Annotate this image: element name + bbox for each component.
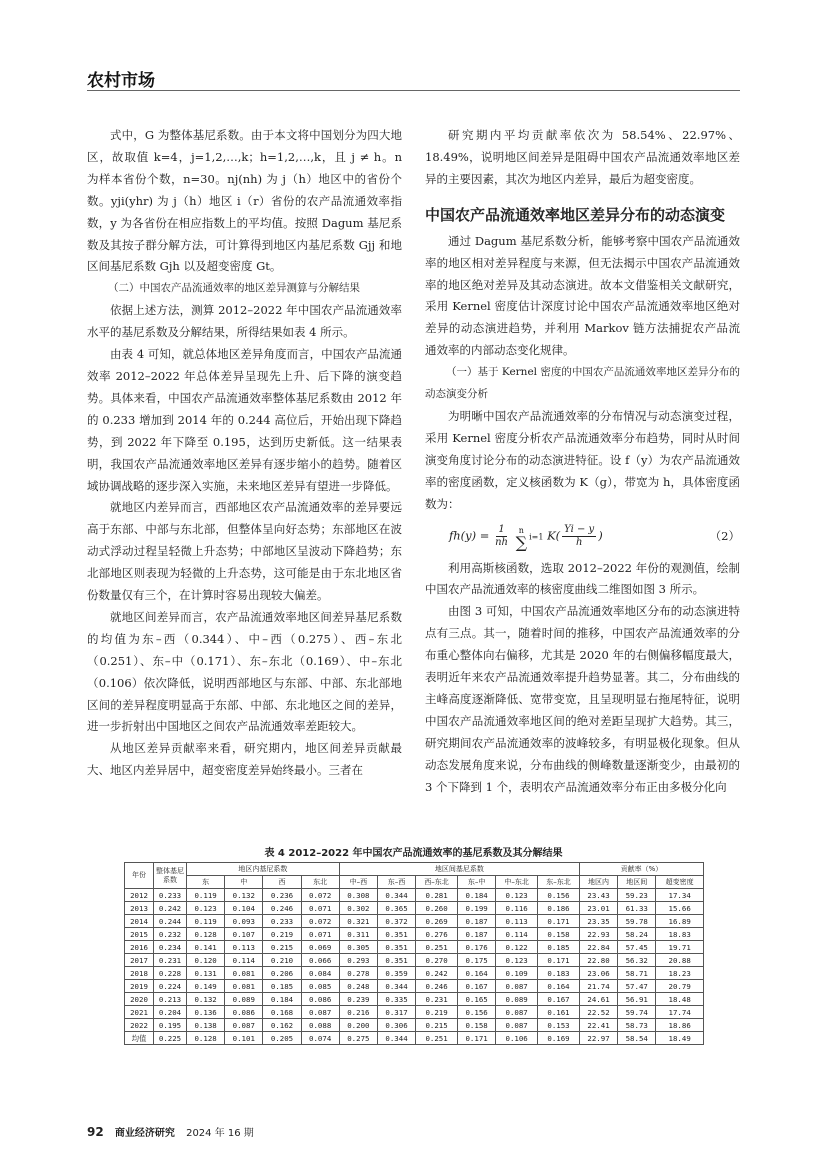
table-cell: 0.087 [496,1019,538,1032]
table-cell: 18.23 [656,967,704,980]
table-cell: 22.97 [579,1032,617,1045]
table-row [125,993,704,1006]
table-cell: 0.072 [301,889,339,902]
table-cell: 0.132 [225,889,263,902]
table-cell: 0.149 [187,980,225,993]
table-cell: 0.120 [187,954,225,967]
header-rule [87,90,740,91]
table-cell: 0.244 [154,915,187,928]
table-cell: 18.49 [656,1032,704,1045]
table-cell: 58.73 [618,1019,656,1032]
table-cell: 0.131 [187,967,225,980]
table-cell: 0.311 [339,928,377,941]
col-subheader: 东–东北 [538,876,580,889]
table-cell: 0.106 [496,1032,538,1045]
table-cell: 0.246 [416,980,458,993]
table-cell: 0.113 [225,941,263,954]
table-cell: 0.138 [187,1019,225,1032]
table-cell: 0.184 [263,993,301,1006]
page-number: 92 [87,1125,104,1139]
table-cell: 0.141 [187,941,225,954]
table-cell: 0.086 [301,993,339,1006]
table-cell: 0.087 [496,980,538,993]
table-cell: 0.128 [187,928,225,941]
subsection-heading: （一）基于 Kernel 密度的中国农产品流通效率地区差异分布的动态演变分析 [425,366,740,401]
table-cell: 2012 [125,889,154,902]
table-cell: 0.169 [538,1032,580,1045]
table-cell: 0.184 [458,889,496,902]
col-subheader: 中 [225,876,263,889]
table-cell: 23.35 [579,915,617,928]
table-cell: 0.344 [377,980,415,993]
col-subheader: 中–东北 [496,876,538,889]
table-cell: 0.185 [263,980,301,993]
paragraph: 由表 4 可知，就总体地区差异角度而言，中国农产品流通效率 2012–2022 年总体差异呈现先上升、后下降的演变趋势。具体来看，中国农产品流通效率整体基尼系数由 2012 年的 0.233 增加到 2014 年的 0.244 高位后，开始出现下降趋势，到 2022 年下降至 0.195，达到历史新低。这一结果表明，我国农产品流通效率地区差异有逐步缩小的趋势。随着区域协调战略的逐步深入实施，未来地区差异有望进一步降低。 [87,347,402,493]
page-footer [87,1124,254,1139]
paragraph: 式中，G 为整体基尼系数。由于本文将中国划分为四大地区，故取值 k=4，j=1,2,…,k；h=1,2,…,k，且 j ≠ h。n 为样本省份个数，n=30。nj(nh) 为 j（h）地区中的省份个数。yji(yhr) 为 j（h）地区 i（r）省份的农产品流通效率指数，y 为各省份在相应指数上的平均值。按照 Dagum 基尼系数及其按子群分解方法，可计算得到地区内基尼系数 Gjj 和地区间基尼系数 Gjh 以及超变密度 Gt。 [87,128,402,274]
table-cell: 0.270 [416,954,458,967]
paragraph: 利用高斯核函数，选取 2012–2022 年份的观测值，绘制中国农产品流通效率的核密度曲线二维图如图 3 所示。 [425,560,740,597]
table-cell: 0.224 [154,980,187,993]
table-cell: 0.071 [301,928,339,941]
table-cell: 0.171 [458,1032,496,1045]
table-cell: 2013 [125,902,154,915]
table-cell: 0.074 [301,1032,339,1045]
table-cell: 0.176 [458,941,496,954]
table-cell: 0.128 [187,1032,225,1045]
col-header-contrib: 贡献率（%） [579,863,703,876]
table-cell: 0.351 [377,954,415,967]
table-row [125,1019,704,1032]
table-cell: 17.74 [656,1006,704,1019]
table-cell: 0.156 [538,889,580,902]
table-cell: 0.167 [538,993,580,1006]
table-row [125,941,704,954]
table-row [125,1032,704,1045]
col-subheader: 超变密度 [656,876,704,889]
table-row [125,1006,704,1019]
table-caption: 表 4 2012–2022 年中国农产品流通效率的基尼系数及其分解结果 [264,848,563,859]
table-cell: 0.335 [377,993,415,1006]
paragraph: 通过 Dagum 基尼系数分析，能够考察中国农产品流通效率的地区相对差异程度与来源，但无法揭示中国农产品流通效率的地区绝对差异及其动态演进。故本文借鉴相关文献研究，采用 Kernel 密度估计深度讨论中国农产品流通效率地区绝对差异的动态演进趋势，并利用 Markov 链方法捕捉农产品流通效率的内部动态变化规律。 [425,233,740,358]
table-cell: 0.114 [496,928,538,941]
table-cell: 0.372 [377,915,415,928]
table-cell: 0.123 [496,889,538,902]
table-cell: 0.204 [154,1006,187,1019]
col-subheader: 东–中 [458,876,496,889]
table-cell: 0.122 [496,941,538,954]
table-cell: 0.281 [416,889,458,902]
table-cell: 59.74 [618,1006,656,1019]
table-cell: 0.087 [225,1019,263,1032]
col-subheader: 东北 [301,876,339,889]
col-header-within: 地区内基尼系数 [187,863,340,876]
table-cell: 56.91 [618,993,656,1006]
gini-table [124,862,704,1045]
table-cell: 0.165 [458,993,496,1006]
table-cell: 0.119 [187,915,225,928]
paragraph: 研究期内平均贡献率依次为 58.54%、22.97%、18.49%，说明地区间差异是阻碍中国农产品流通效率地区差异的主要因素，其次为地区内差异，最后为超变密度。 [425,128,740,186]
table-cell: 0.231 [154,954,187,967]
table-cell: 18.48 [656,993,704,1006]
col-subheader: 东–西 [377,876,415,889]
table-cell: 0.359 [377,967,415,980]
col-header-year: 年份 [125,863,154,889]
table-cell: 0.210 [263,954,301,967]
table-cell: 0.136 [187,1006,225,1019]
table-cell: 0.215 [416,1019,458,1032]
paragraph: 依据上述方法，测算 2012–2022 年中国农产品流通效率水平的基尼系数及分解结果，所得结果如表 4 所示。 [87,303,402,340]
table-cell: 56.32 [618,954,656,967]
table-cell: 0.195 [154,1019,187,1032]
table-cell: 24.61 [579,993,617,1006]
table-cell: 21.74 [579,980,617,993]
density-formula: fh(y) = $\frac{1}{nh}$ n ∑ i=1 K( $\frac{Yi - y}{h}$ ) （2） [449,524,740,552]
table-cell: 均值 [125,1032,154,1045]
journal-name: 商业经济研究 [114,1128,175,1139]
table-row [125,902,704,915]
table-cell: 0.086 [225,1006,263,1019]
table-cell: 0.081 [225,967,263,980]
table-cell: 0.233 [263,915,301,928]
table-cell: 0.164 [538,980,580,993]
table-cell: 0.066 [301,954,339,967]
table-cell: 58.24 [618,928,656,941]
table-cell: 0.306 [377,1019,415,1032]
table-cell: 0.072 [301,915,339,928]
table-cell: 0.199 [458,902,496,915]
table-cell: 0.186 [538,902,580,915]
table-cell: 0.156 [458,1006,496,1019]
table-cell: 0.069 [301,941,339,954]
col-subheader: 地区间 [618,876,656,889]
left-column [87,125,402,782]
table-cell: 0.087 [496,1006,538,1019]
table-cell: 0.089 [496,993,538,1006]
table-cell: 0.089 [225,993,263,1006]
table-cell: 59.78 [618,915,656,928]
table-cell: 0.242 [416,967,458,980]
table-cell: 22.52 [579,1006,617,1019]
section-heading: 中国农产品流通效率地区差异分布的动态演变 [425,205,726,224]
summation-symbol: n ∑ [515,525,528,552]
table-cell: 0.317 [377,1006,415,1019]
table-row [125,954,704,967]
table-cell: 0.225 [154,1032,187,1045]
table-cell: 61.33 [618,902,656,915]
table-cell: 0.101 [225,1032,263,1045]
table-cell: 0.185 [538,941,580,954]
col-subheader: 东 [187,876,225,889]
table-cell: 0.275 [339,1032,377,1045]
table-cell: 0.153 [538,1019,580,1032]
paragraph: 就地区间差异而言，农产品流通效率地区间差异基尼系数的均值为东–西（0.344）、中–西（0.275）、西–东北（0.251）、东–中（0.171）、东–东北（0.169）、中–东北（0.106）依次降低，说明西部地区与东部、中部、东北部地区间的差异程度明显高于东部、中部、东北地区之间的差异，进一步折射出中国地区之间农产品流通效率差距较大。 [87,609,402,734]
table-cell: 0.344 [377,889,415,902]
table-cell: 2016 [125,941,154,954]
table-cell: 0.251 [416,941,458,954]
table-cell: 0.321 [339,915,377,928]
table-cell: 0.175 [458,954,496,967]
table-cell: 18.86 [656,1019,704,1032]
table-cell: 0.167 [458,980,496,993]
table-cell: 22.84 [579,941,617,954]
table-cell: 0.187 [458,915,496,928]
col-header-between: 地区间基尼系数 [339,863,579,876]
table-cell: 20.88 [656,954,704,967]
table-cell: 0.213 [154,993,187,1006]
table-cell: 0.161 [538,1006,580,1019]
table-cell: 16.89 [656,915,704,928]
table-cell: 0.219 [416,1006,458,1019]
table-cell: 0.109 [496,967,538,980]
table-cell: 0.231 [416,993,458,1006]
table-cell: 0.104 [225,902,263,915]
col-subheader: 西 [263,876,301,889]
table-cell: 0.232 [154,928,187,941]
table-cell: 22.41 [579,1019,617,1032]
table-cell: 0.187 [458,928,496,941]
journal-section-title: 农村市场 [87,71,155,91]
table-cell: 0.219 [263,928,301,941]
table-cell: 0.234 [154,941,187,954]
table-cell: 0.242 [154,902,187,915]
subsection-heading: （二）中国农产品流通效率的地区差异测算与分解结果 [108,282,360,295]
table-cell: 0.308 [339,889,377,902]
table-cell: 0.162 [263,1019,301,1032]
paragraph: 为明晰中国农产品流通效率的分布情况与动态演变过程，采用 Kernel 密度分析农产品流通效率分布趋势，同时从时间演变角度讨论分布的动态演进特征。设 f（y）为农产品流通效率的密度函数，定义核函数为 K（g），带宽为 h，具体密度函数为： [425,408,740,511]
table-cell: 0.215 [263,941,301,954]
table-cell: 0.158 [458,1019,496,1032]
table-cell: 0.123 [187,902,225,915]
table-cell: 0.269 [416,915,458,928]
table-cell: 2022 [125,1019,154,1032]
table-cell: 0.365 [377,902,415,915]
table-cell: 59.23 [618,889,656,902]
issue-label: 2024 年 16 期 [186,1128,254,1139]
table-cell: 0.205 [263,1032,301,1045]
table-cell: 2021 [125,1006,154,1019]
table-cell: 2019 [125,980,154,993]
col-subheader: 地区内 [579,876,617,889]
table-cell: 0.171 [538,915,580,928]
table-cell: 57.45 [618,941,656,954]
table-row [125,928,704,941]
table-cell: 2015 [125,928,154,941]
table-cell: 0.276 [416,928,458,941]
table-cell: 58.71 [618,967,656,980]
table-cell: 17.34 [656,889,704,902]
table-cell: 0.251 [416,1032,458,1045]
table-cell: 2018 [125,967,154,980]
table-row [125,889,704,902]
table-cell: 0.246 [263,902,301,915]
table-cell: 0.228 [154,967,187,980]
table-cell: 0.087 [301,1006,339,1019]
table-cell: 20.79 [656,980,704,993]
table-cell: 0.233 [154,889,187,902]
paragraph: 就地区内差异而言，西部地区农产品流通效率的差异要远高于东部、中部与东北部，但整体呈向好态势；东部地区在波动式浮动过程呈轻微上升态势；中部地区呈波动下降趋势；东北部地区则表现为轻微的上升态势，这可能是由于东北地区省份数量仅有三个，在计算时容易出现较大偏差。 [87,500,402,603]
table-cell: 0.168 [263,1006,301,1019]
table-cell: 58.54 [618,1032,656,1045]
table-cell: 23.01 [579,902,617,915]
table-cell: 0.206 [263,967,301,980]
table-cell: 0.107 [225,928,263,941]
table-cell: 0.114 [225,954,263,967]
table-cell: 0.085 [301,980,339,993]
table-cell: 0.164 [458,967,496,980]
table-cell: 0.071 [301,902,339,915]
col-subheader: 中–西 [339,876,377,889]
table-cell: 0.123 [496,954,538,967]
table-cell: 2020 [125,993,154,1006]
equation-number: （2） [709,528,740,543]
table-cell: 0.158 [538,928,580,941]
table-cell: 0.200 [339,1019,377,1032]
table-cell: 0.236 [263,889,301,902]
paragraph: 从地区差异贡献率来看，研究期内，地区间差异贡献最大、地区内差异居中，超变密度差异始终最小。三者在 [87,741,402,778]
table-cell: 15.66 [656,902,704,915]
table-cell: 0.293 [339,954,377,967]
table-cell: 0.119 [187,889,225,902]
table-cell: 0.093 [225,915,263,928]
table-cell: 57.47 [618,980,656,993]
table-cell: 0.171 [538,954,580,967]
table-cell: 0.216 [339,1006,377,1019]
table-cell: 0.278 [339,967,377,980]
table-cell: 0.084 [301,967,339,980]
table-cell: 19.71 [656,941,704,954]
table-cell: 0.239 [339,993,377,1006]
table-cell: 0.132 [187,993,225,1006]
table-cell: 0.305 [339,941,377,954]
table-cell: 0.113 [496,915,538,928]
table-row [125,967,704,980]
table-cell: 0.248 [339,980,377,993]
table-cell: 23.43 [579,889,617,902]
table-cell: 0.116 [496,902,538,915]
table-cell: 0.302 [339,902,377,915]
table-cell: 0.351 [377,928,415,941]
table-cell: 23.06 [579,967,617,980]
table-cell: 2017 [125,954,154,967]
table-cell: 0.344 [377,1032,415,1045]
table-cell: 2014 [125,915,154,928]
table-cell: 18.83 [656,928,704,941]
col-subheader: 西–东北 [416,876,458,889]
table-cell: 0.260 [416,902,458,915]
right-column [425,125,740,798]
table-cell: 0.351 [377,941,415,954]
table-cell: 22.80 [579,954,617,967]
col-header-overall: 整体基尼系数 [154,863,187,889]
table-row [125,915,704,928]
table-cell: 0.183 [538,967,580,980]
table-cell: 0.081 [225,980,263,993]
paragraph: 由图 3 可知，中国农产品流通效率地区分布的动态演进特点有三点。其一，随着时间的推移，中国农产品流通效率的分布重心整体向右偏移，尤其是 2020 年的右侧偏移幅度最大，表明近年来农产品流通效率提升趋势显著。其二，分布曲线的主峰高度逐渐降低、宽带变宽，且呈现明显右拖尾特征，说明中国农产品流通效率地区间的绝对差距呈现扩大趋势。其三，研究期间农产品流通效率的波峰较多，有明显极化现象。但从动态发展角度来说，分布曲线的侧峰数量逐渐变少，由最初的 3 个下降到 1 个，表明农产品流通效率分布正由多极分化向 [425,604,740,794]
table-cell: 22.93 [579,928,617,941]
table-cell: 0.088 [301,1019,339,1032]
table-row [125,980,704,993]
